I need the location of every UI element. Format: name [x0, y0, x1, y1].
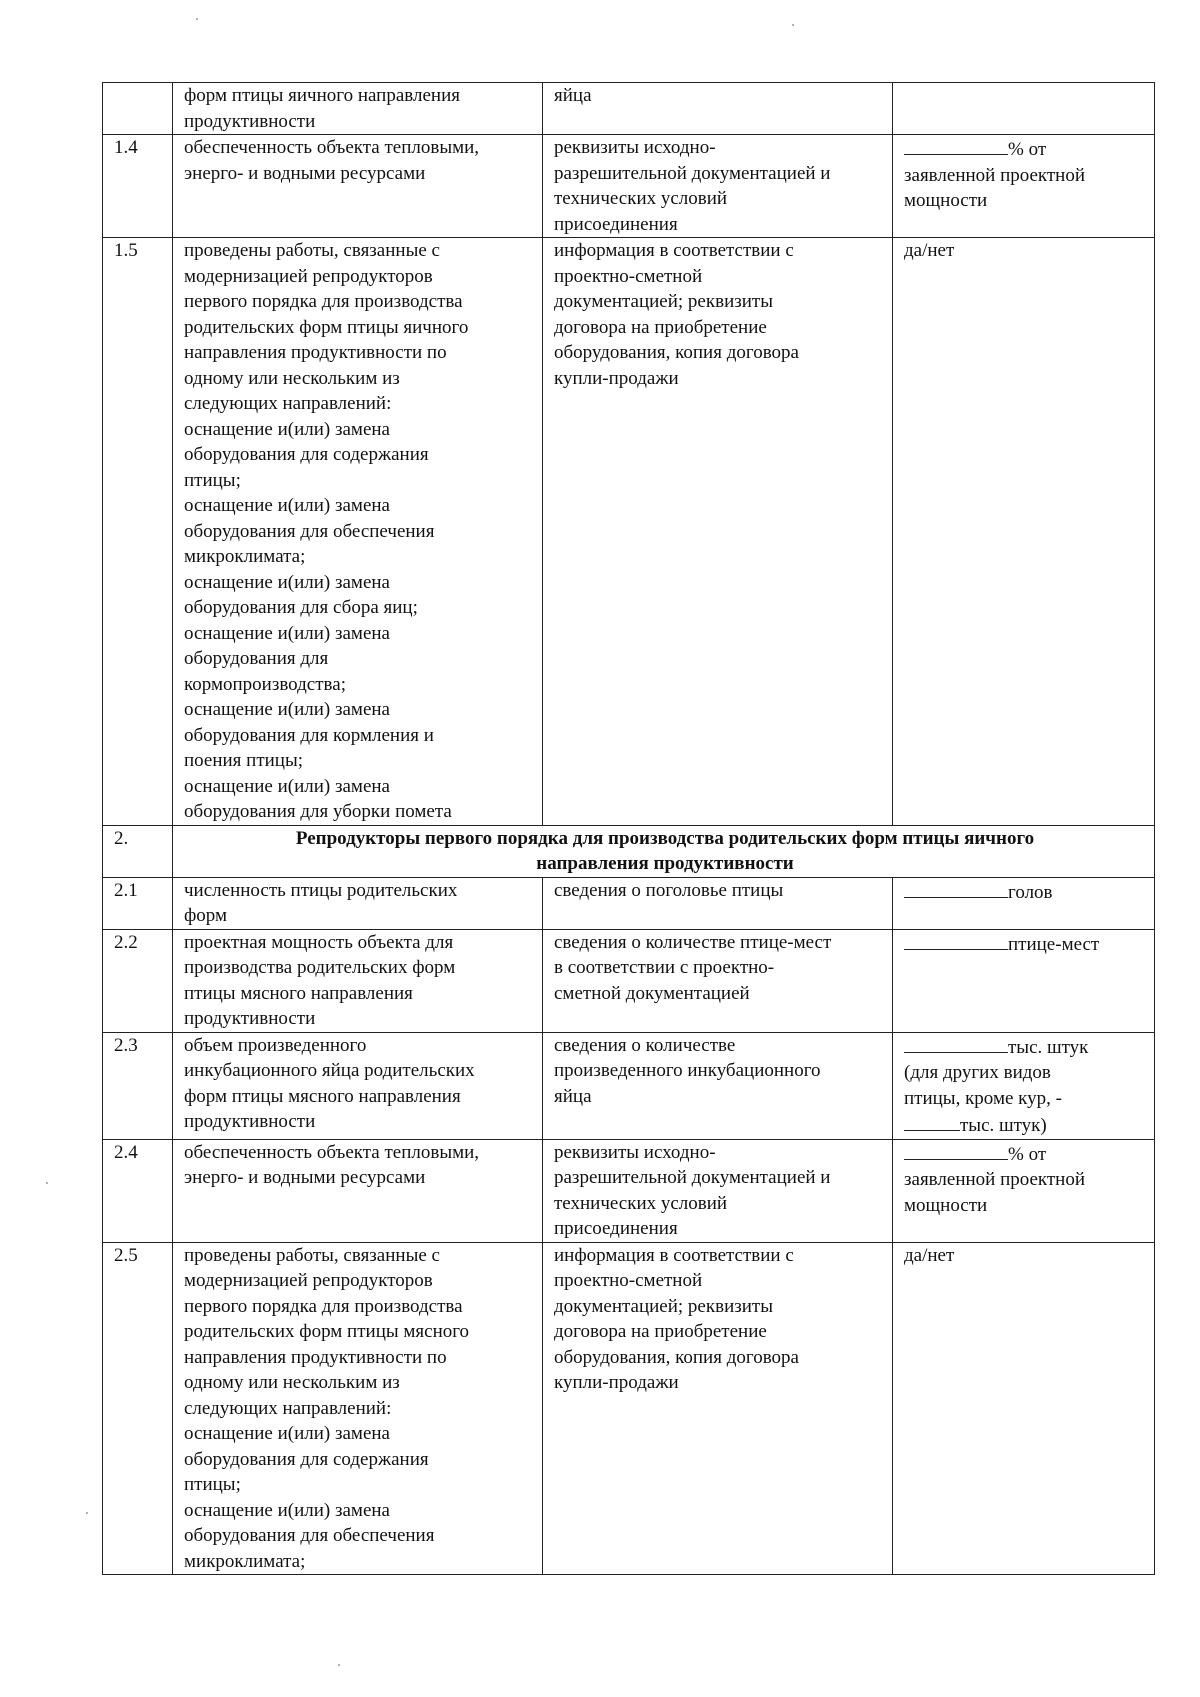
criterion-cell: [173, 929, 543, 1032]
fill-in-blank: [904, 878, 1008, 898]
scan-speck: [792, 24, 794, 26]
criterion-text: объем произведенного инкубационного яйца родительских форм птицы мясного направления продуктивности: [184, 1034, 475, 1132]
criterion-cell: [173, 83, 543, 135]
section-number: 2.: [103, 825, 173, 877]
table-row: [103, 135, 1155, 238]
value-text: заявленной проектной мощности: [904, 1169, 1086, 1216]
criterion-cell: [173, 135, 543, 238]
scan-speck: [338, 1664, 340, 1666]
table-row: [103, 1032, 1155, 1139]
source-cell: [543, 1139, 893, 1242]
row-number: 1.5: [103, 238, 173, 826]
source-text: реквизиты исходно- разрешительной документацией и технических условий присоединения: [554, 1141, 831, 1239]
value-cell: [893, 83, 1155, 135]
criterion-cell: [173, 1242, 543, 1575]
criterion-cell: [173, 1032, 543, 1139]
scan-speck: [46, 1182, 48, 1184]
source-cell: [543, 1242, 893, 1575]
fill-in-blank: [904, 1111, 960, 1131]
value-unit: % от: [1008, 1143, 1047, 1165]
fill-in-blank: [904, 1033, 1008, 1053]
criterion-cell: [173, 877, 543, 929]
value-unit: % от: [1008, 139, 1047, 160]
source-text: яйца: [554, 85, 592, 106]
value-text: да/нет: [904, 1244, 955, 1266]
criterion-text: обеспеченность объекта тепловыми, энерго- и водными ресурсами: [184, 137, 480, 184]
table-row: [103, 1242, 1155, 1575]
value-text: да/нет: [904, 240, 955, 261]
value-cell: [893, 929, 1155, 1032]
row-number: 2.5: [103, 1242, 173, 1575]
value-text: заявленной проектной мощности: [904, 164, 1086, 211]
source-cell: [543, 83, 893, 135]
source-cell: [543, 877, 893, 929]
value-cell: [893, 135, 1155, 238]
criterion-text: обеспеченность объекта тепловыми, энерго- и водными ресурсами: [184, 1141, 480, 1188]
source-text: информация в соответствии с проектно-сметной документацией; реквизиты договора на приобретение оборудования, копия договора купли-продажи: [554, 240, 799, 389]
row-number: [103, 83, 173, 135]
section-title-cell: [173, 825, 1155, 877]
row-number: 2.2: [103, 929, 173, 1032]
section-header-row: [103, 825, 1155, 877]
row-number: 1.4: [103, 135, 173, 238]
value-cell: [893, 1242, 1155, 1575]
criterion-cell: [173, 238, 543, 826]
scan-speck: [86, 1512, 88, 1514]
table-row: [103, 1139, 1155, 1242]
table-row: [103, 877, 1155, 929]
source-cell: [543, 929, 893, 1032]
row-number: 2.1: [103, 877, 173, 929]
value-cell: [893, 877, 1155, 929]
criterion-text: численность птицы родительских форм: [184, 879, 458, 926]
criterion-text: проведены работы, связанные с модернизацией репродукторов первого порядка для производства родительских форм птицы мясного направления продуктивности по одному или нескольким из следующих направлений: оснащение и(или) замена оборудования для содержания птицы; оснащение и(или) замена оборудования для обеспечения микроклимата;: [184, 1244, 470, 1572]
row-number: 2.4: [103, 1139, 173, 1242]
section-title: Репродукторы первого порядка для производства родительских форм птицы яичного направления продуктивности: [295, 827, 1035, 874]
criterion-cell: [173, 1139, 543, 1242]
criterion-text: проведены работы, связанные с модернизацией репродукторов первого порядка для производства родительских форм птицы яичного направления продуктивности по одному или нескольким из следующих направлений: оснащение и(или) замена оборудования для содержания птицы; оснащение и(или) замена оборудования для обеспечения микроклимата; оснащение и(или) замена оборудования для сбора яиц; оснащение и(или) замена оборудования для кормопроизводства; оснащение и(или) замена оборудования для кормления и поения птицы; оснащение и(или) замена оборудования для уборки помета: [184, 240, 469, 822]
fill-in-blank: [904, 930, 1008, 950]
value-unit: тыс. штук): [960, 1115, 1047, 1136]
source-cell: [543, 135, 893, 238]
value-unit: птице-мест: [1008, 933, 1100, 955]
source-text: сведения о количестве произведенного инкубационного яйца: [554, 1034, 821, 1107]
source-text: реквизиты исходно- разрешительной документацией и технических условий присоединения: [554, 137, 831, 235]
value-cell: [893, 238, 1155, 826]
value-cell: [893, 1139, 1155, 1242]
table-row: [103, 929, 1155, 1032]
value-unit: голов: [1008, 881, 1053, 903]
value-text: (для других видов птицы, кроме кур, -: [904, 1062, 1062, 1109]
table-row: [103, 238, 1155, 826]
value-unit: тыс. штук: [1008, 1036, 1089, 1058]
source-text: сведения о количестве птице-мест в соответствии с проектно- сметной документацией: [554, 931, 832, 1004]
source-text: информация в соответствии с проектно-сметной документацией; реквизиты договора на приобретение оборудования, копия договора купли-продажи: [554, 1244, 799, 1393]
criterion-text: проектная мощность объекта для производства родительских форм птицы мясного направления продуктивности: [184, 931, 456, 1029]
value-cell: [893, 1032, 1155, 1139]
source-cell: [543, 1032, 893, 1139]
fill-in-blank: [904, 1140, 1008, 1160]
criterion-text: форм птицы яичного направления продуктивности: [184, 85, 460, 132]
source-cell: [543, 238, 893, 826]
scan-speck: [196, 18, 198, 20]
row-number: 2.3: [103, 1032, 173, 1139]
source-text: сведения о поголовье птицы: [554, 879, 784, 901]
fill-in-blank: [904, 135, 1008, 155]
table-row: [103, 83, 1155, 135]
criteria-table: [102, 82, 1155, 1575]
